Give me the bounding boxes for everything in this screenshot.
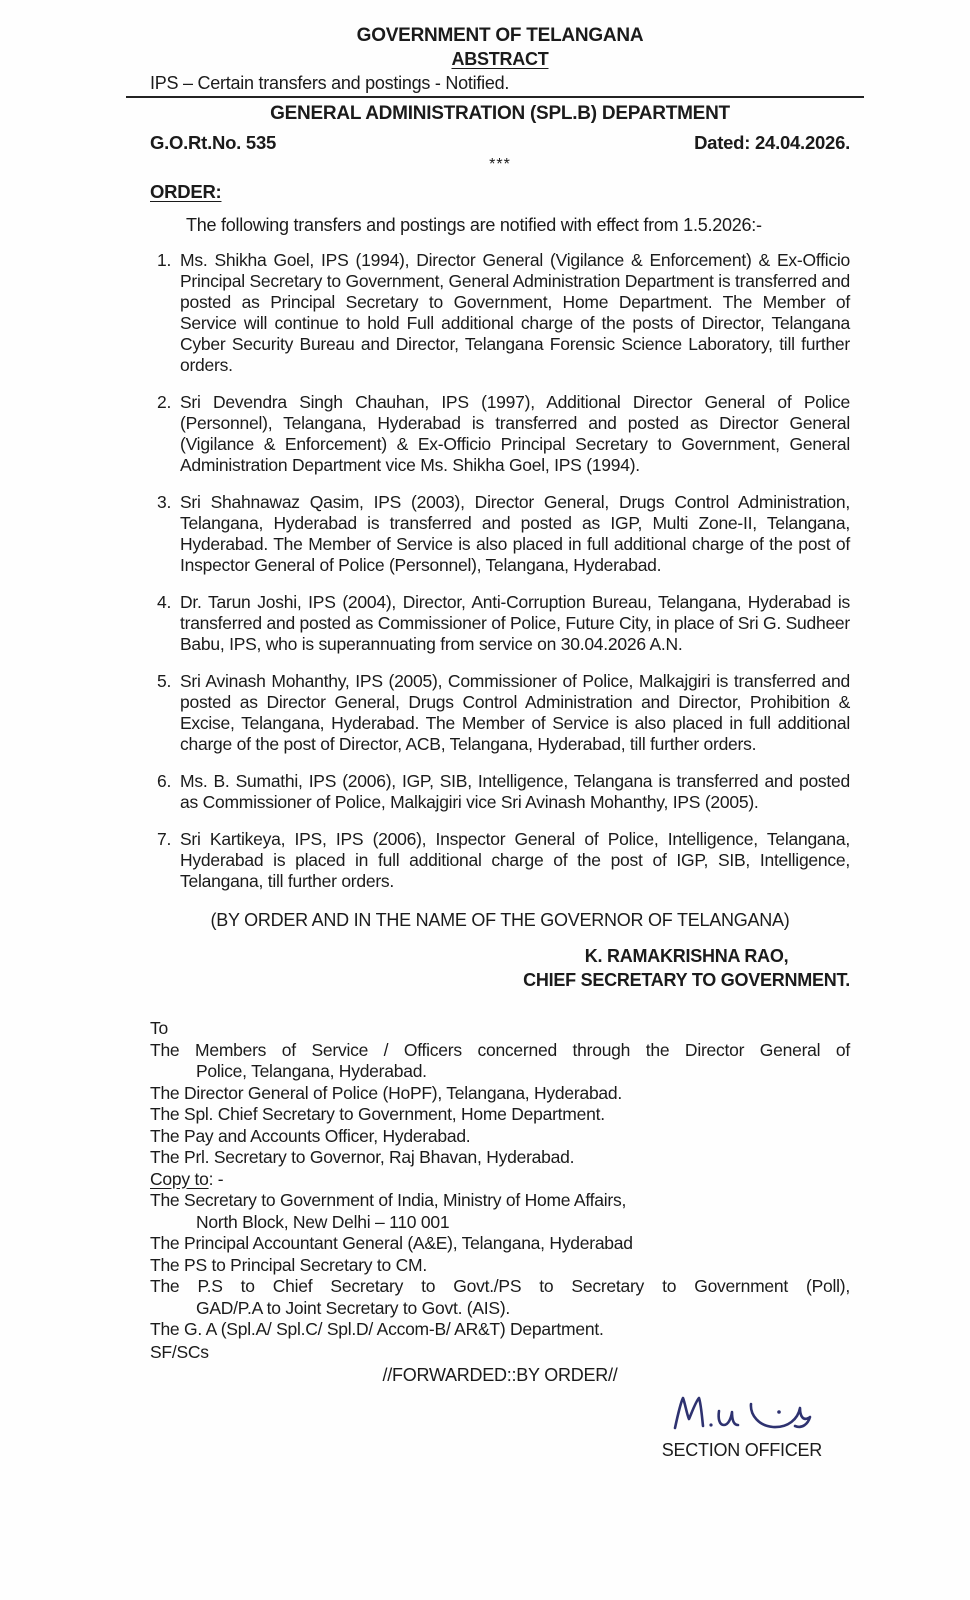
abstract-heading: ABSTRACT — [451, 49, 549, 69]
copy-to-suffix: : - — [208, 1168, 224, 1189]
copy-address-list — [150, 1190, 850, 1341]
item-number: 3. — [157, 492, 172, 512]
section-officer-label: SECTION OFFICER — [661, 1439, 822, 1460]
dated: Dated: 24.04.2026. — [694, 132, 850, 153]
signatory-title: CHIEF SECRETARY TO GOVERNMENT. — [523, 970, 850, 990]
address-line: The Secretary to Government of India, Ministry of Home Affairs, — [150, 1190, 627, 1210]
item-number: 7. — [157, 829, 172, 849]
signatory-block — [150, 944, 850, 992]
address-line: The PS to Principal Secretary to CM. — [150, 1254, 427, 1275]
to-address-list — [150, 1040, 850, 1169]
address-line: The Pay and Accounts Officer, Hyderabad. — [150, 1125, 471, 1146]
transfer-item — [150, 250, 850, 376]
item-text: Ms. Shikha Goel, IPS (1994), Director General (Vigilance & Enforcement) & Ex-Officio Principal Secretary to Government, General Administration Department is transferred and posted as Principal Secretary to Government, Home Department. The Member of Service will continue to hold Full additional charge of the posts of Director, Telangana Cyber Security Bureau and Director, Telangana Forensic Science Laboratory, till further orders. — [180, 250, 850, 375]
address-line: The Members of Service / Officers concerned through the Director General of — [150, 1039, 850, 1060]
order-heading: ORDER: — [150, 181, 222, 202]
item-number: 6. — [157, 771, 172, 791]
item-text: Dr. Tarun Joshi, IPS (2004), Director, Anti-Corruption Bureau, Telangana, Hyderabad is transferred and posted as Commissioner of Police, Future City, in place of Sri G. Sudheer Babu, IPS, who is superannuating from service on 30.04.2026 A.N. — [180, 592, 850, 654]
department-heading: GENERAL ADMINISTRATION (SPL.B) DEPARTMENT — [270, 103, 730, 124]
go-number-row — [150, 130, 850, 156]
address-line: Police, Telangana, Hyderabad. — [196, 1061, 427, 1081]
item-text: Sri Kartikeya, IPS, IPS (2006), Inspector General of Police, Intelligence, Telangana, Hyderabad is placed in full additional charge of the post of IGP, SIB, Intelligence, Telangana, till further orders. — [180, 829, 850, 891]
item-text: Sri Avinash Mohanthy, IPS (2005), Commissioner of Police, Malkajgiri is transferred and posted as Director General, Drugs Control Administration and Director, Prohibition & Excise, Telangana, Hyderabad. The Member of Service is also placed in full additional charge of the post of Director, ACB, Telangana, Hyderabad, till further orders. — [180, 671, 850, 754]
separator-stars: *** — [489, 156, 511, 173]
transfer-item — [150, 592, 850, 655]
transfer-item — [150, 829, 850, 892]
address-line: GAD/P.A to Joint Secretary to Govt. (AIS). — [196, 1297, 511, 1318]
copy-to-label: Copy to — [150, 1168, 209, 1189]
item-number: 5. — [157, 671, 172, 691]
address-line: North Block, New Delhi – 110 001 — [196, 1211, 450, 1232]
address-line: The G. A (Spl.A/ Spl.C/ Spl.D/ Accom-B/ AR&T) Department. — [150, 1319, 604, 1339]
go-number: G.O.Rt.No. 535 — [150, 132, 277, 153]
address-line: The Prl. Secretary to Governor, Raj Bhavan, Hyderabad. — [150, 1147, 575, 1167]
subject-line: IPS – Certain transfers and postings - Notified. — [150, 73, 510, 93]
by-order-line: (BY ORDER AND IN THE NAME OF THE GOVERNOR OF TELANGANA) — [210, 910, 790, 930]
transfer-item — [150, 771, 850, 813]
government-title: GOVERNMENT OF TELANGANA — [356, 25, 644, 46]
address-line: The Principal Accountant General (A&E), Telangana, Hyderabad — [150, 1233, 633, 1253]
item-number: 1. — [157, 250, 172, 270]
item-text: Sri Devendra Singh Chauhan, IPS (1997), Additional Director General of Police (Personnel), Telangana, Hyderabad is transferred and posted as Director General (Vigilance & Enforcement) & Ex-Officio Principal Secretary to Government, General Administration Department vice Ms. Shikha Goel, IPS (1994). — [180, 392, 850, 475]
to-block — [150, 1018, 850, 1363]
item-text: Sri Shahnawaz Qasim, IPS (2003), Director General, Drugs Control Administration, Telangana, Hyderabad is transferred and posted as IGP, Multi Zone-II, Telangana, Hyderabad. The Member of Service is also placed in full additional charge of the post of Inspector General of Police (Personnel), Telangana, Hyderabad. — [180, 492, 850, 575]
transfer-items-list — [150, 250, 850, 892]
address-line: The Spl. Chief Secretary to Government, Home Department. — [150, 1104, 605, 1124]
section-officer-sign-block — [662, 1388, 822, 1462]
address-line: The Director General of Police (HoPF), Telangana, Hyderabad. — [150, 1082, 623, 1103]
to-label: To — [150, 1018, 168, 1038]
intro-paragraph: The following transfers and postings are notified with effect from 1.5.2026:- — [186, 215, 762, 235]
signature-icon — [667, 1388, 817, 1440]
transfer-item — [150, 392, 850, 476]
item-text: Ms. B. Sumathi, IPS (2006), IGP, SIB, Intelligence, Telangana is transferred and posted as Commissioner of Police, Malkajgiri vice Sri Avinash Mohanthy, IPS (2005). — [180, 771, 850, 812]
forwarded-line: //FORWARDED::BY ORDER// — [382, 1364, 618, 1385]
item-number: 4. — [157, 592, 172, 612]
copy-to-line — [150, 1169, 850, 1191]
horizontal-rule — [126, 96, 864, 98]
item-number: 2. — [157, 392, 172, 412]
address-line: The P.S to Chief Secretary to Govt./PS to Secretary to Government (Poll), — [150, 1276, 850, 1296]
transfer-item — [150, 671, 850, 755]
transfer-item — [150, 492, 850, 576]
signatory-name: K. RAMAKRISHNA RAO, — [584, 946, 789, 966]
sf-scs-line: SF/SCs — [150, 1341, 209, 1362]
